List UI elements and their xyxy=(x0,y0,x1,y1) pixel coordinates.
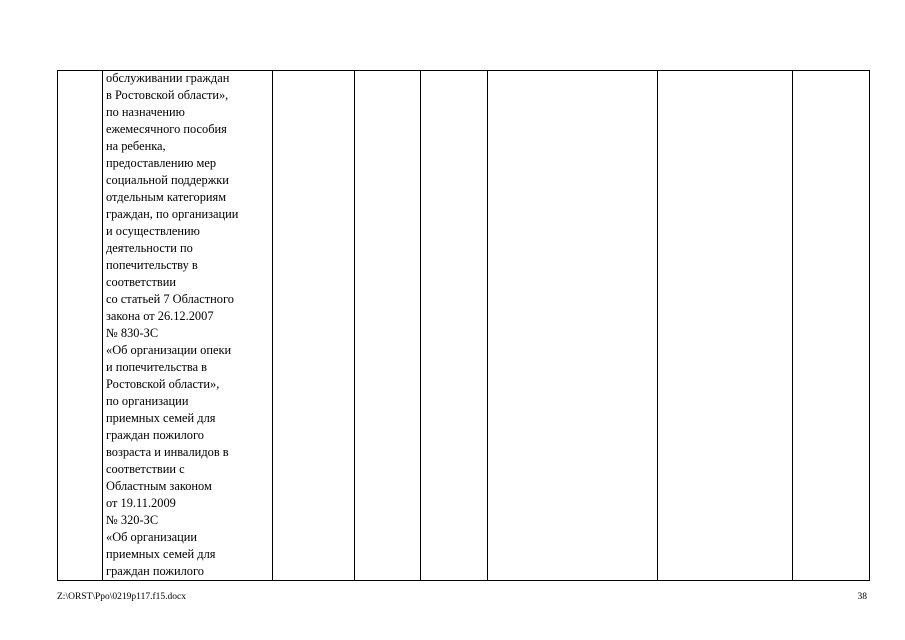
table-row xyxy=(58,71,870,581)
description-line: и осуществлению xyxy=(106,224,200,238)
table-cell-empty xyxy=(793,71,870,581)
table-cell-empty xyxy=(658,71,793,581)
description-line: по организации xyxy=(106,394,189,408)
description-line: граждан, по организации xyxy=(106,207,239,221)
table-cell-empty xyxy=(488,71,658,581)
table-cell-empty xyxy=(421,71,488,581)
description-text xyxy=(103,70,272,580)
table-cell-empty xyxy=(355,71,421,581)
description-line: Ростовской области», xyxy=(106,377,220,391)
description-line: «Об организации xyxy=(106,530,198,544)
description-line: обслуживании граждан xyxy=(106,71,230,85)
description-line: возраста и инвалидов в xyxy=(106,445,229,459)
table-cell-empty xyxy=(273,71,355,581)
description-line: отдельным категориям xyxy=(106,190,227,204)
description-line: деятельности по xyxy=(106,241,193,255)
description-line: № 320-ЗС xyxy=(106,513,159,527)
description-line: на ребенка, xyxy=(106,139,166,153)
description-line: граждан пожилого xyxy=(106,564,204,578)
table-cell-description xyxy=(103,71,273,581)
description-line: соответствии с xyxy=(106,462,185,476)
description-line: со статьей 7 Областного xyxy=(106,292,234,306)
footer-page-number: 38 xyxy=(857,592,867,602)
description-line: соответствии xyxy=(106,275,177,289)
description-line: «Об организации опеки xyxy=(106,343,232,357)
footer-file-path: Z:\ORST\Ppo\0219p117.f15.docx xyxy=(57,592,186,602)
description-line: Областным законом xyxy=(106,479,212,493)
description-line: социальной поддержки xyxy=(106,173,229,187)
description-line: № 830-ЗС xyxy=(106,326,159,340)
document-table xyxy=(57,70,870,581)
description-line: по назначению xyxy=(106,105,185,119)
description-line: и попечительства в xyxy=(106,360,208,374)
description-line: предоставлению мер xyxy=(106,156,217,170)
description-line: закона от 26.12.2007 xyxy=(106,309,214,323)
description-line: приемных семей для xyxy=(106,547,216,561)
table-cell-number xyxy=(58,71,103,581)
description-line: граждан пожилого xyxy=(106,428,204,442)
description-line: от 19.11.2009 xyxy=(106,496,176,510)
description-line: приемных семей для xyxy=(106,411,216,425)
description-line: ежемесячного пособия xyxy=(106,122,227,136)
description-line: в Ростовской области», xyxy=(106,88,229,102)
description-line: попечительству в xyxy=(106,258,198,272)
